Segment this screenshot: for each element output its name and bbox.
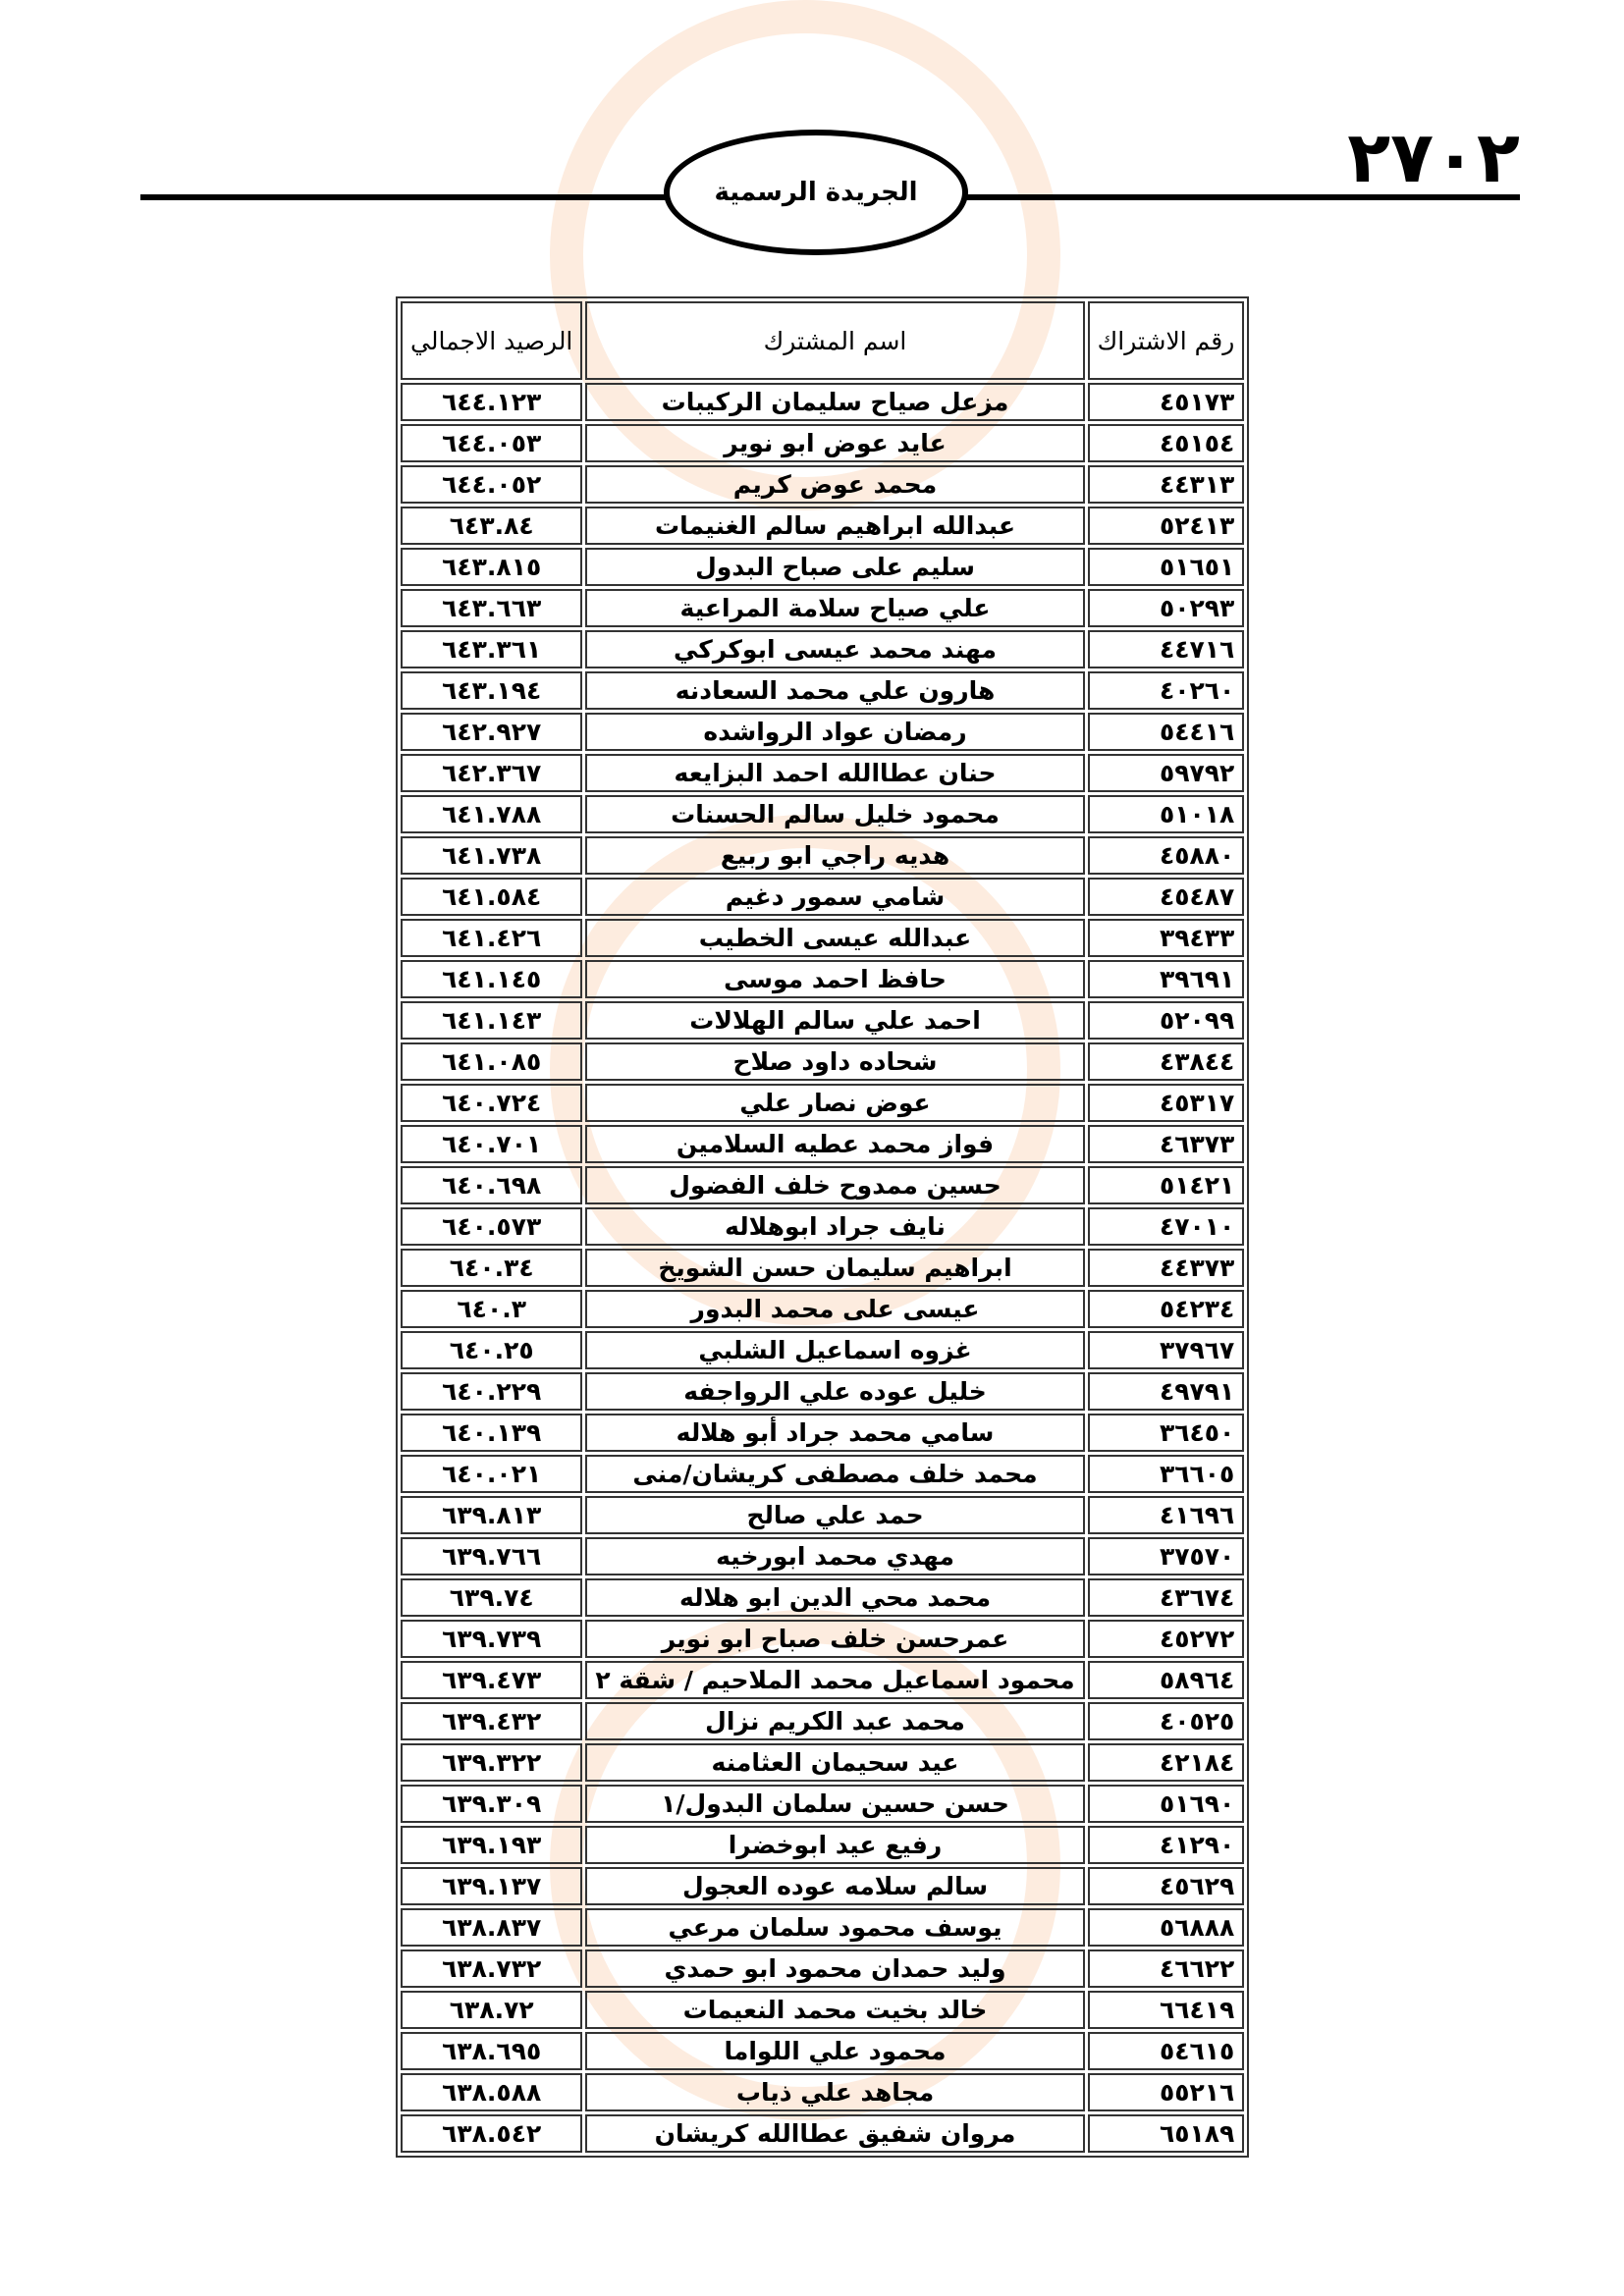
total-balance: ٦٤١.٤٢٦ — [401, 919, 582, 957]
table-row — [401, 1537, 1244, 1575]
table-row — [401, 2032, 1244, 2070]
table-row — [401, 1166, 1244, 1204]
total-balance: ٦٣٩.٨١٣ — [401, 1496, 582, 1534]
subscription-number: ٥١٠١٨ — [1088, 795, 1245, 833]
subscriber-name: فواز محمد عطيه السلامين — [585, 1125, 1084, 1163]
subscription-number: ٥٩٧٩٢ — [1088, 754, 1245, 792]
total-balance: ٦٤٠.٧٠١ — [401, 1125, 582, 1163]
subscription-number: ٥١٤٢١ — [1088, 1166, 1245, 1204]
total-balance: ٦٤٠.٣ — [401, 1290, 582, 1328]
subscription-number: ٤٠٥٢٥ — [1088, 1702, 1245, 1740]
table-row — [401, 1785, 1244, 1823]
subscriber-name: يوسف محمود سلمان مرعي — [585, 1908, 1084, 1947]
table-row — [401, 507, 1244, 545]
table-row — [401, 1826, 1244, 1864]
subscriber-name: رفيع عيد ابوخضرا — [585, 1826, 1084, 1864]
subscriber-name: ابراهيم سليمان حسن الشويخ — [585, 1249, 1084, 1287]
table-row — [401, 671, 1244, 710]
table-row — [401, 1991, 1244, 2029]
subscriber-name: حسين ممدوح خلف الفضول — [585, 1166, 1084, 1204]
table-row — [401, 1455, 1244, 1493]
total-balance: ٦٤٣.٣٦١ — [401, 630, 582, 668]
table-row — [401, 713, 1244, 751]
total-balance: ٦٤٣.٨١٥ — [401, 548, 582, 586]
total-balance: ٦٣٨.٨٣٧ — [401, 1908, 582, 1947]
subscription-number: ٤٥٨٨٠ — [1088, 836, 1245, 875]
subscription-number: ٥٠٢٩٣ — [1088, 589, 1245, 627]
subscription-number: ٤٩٧٩١ — [1088, 1372, 1245, 1411]
table-row — [401, 1207, 1244, 1246]
table-row — [401, 1125, 1244, 1163]
subscriber-name: نايف جراد ابوهلاله — [585, 1207, 1084, 1246]
subscriber-name: مهند محمد عيسى ابوكركي — [585, 630, 1084, 668]
total-balance: ٦٣٨.٦٩٥ — [401, 2032, 582, 2070]
subscription-number: ٤٥٣١٧ — [1088, 1084, 1245, 1122]
subscription-number: ٤٥٢٧٢ — [1088, 1620, 1245, 1658]
table-row — [401, 2073, 1244, 2111]
table-row — [401, 1001, 1244, 1040]
subscriber-name: عيسى على محمد البدور — [585, 1290, 1084, 1328]
subscription-number: ٣٩٦٩١ — [1088, 960, 1245, 998]
subscriber-name: سليم على صباح البدول — [585, 548, 1084, 586]
subscriber-name: حافظ احمد موسى — [585, 960, 1084, 998]
subscription-number: ٣٩٤٣٣ — [1088, 919, 1245, 957]
subscription-number: ٥١٦٥١ — [1088, 548, 1245, 586]
total-balance: ٦٤٤.٠٥٣ — [401, 424, 582, 462]
gazette-title: الجريدة الرسمية — [714, 178, 918, 207]
table-header-row — [401, 301, 1244, 380]
total-balance: ٦٣٩.٤٧٣ — [401, 1661, 582, 1699]
column-header-balance: الرصيد الاجمالي — [401, 301, 582, 380]
total-balance: ٦٤٠.٦٩٨ — [401, 1166, 582, 1204]
table-row — [401, 1949, 1244, 1988]
subscriber-name: محمود خليل سالم الحسنات — [585, 795, 1084, 833]
table-row — [401, 1578, 1244, 1617]
total-balance: ٦٣٩.٣٠٩ — [401, 1785, 582, 1823]
total-balance: ٦٤٣.٦٦٣ — [401, 589, 582, 627]
subscriber-name: محمد عبد الكريم نزال — [585, 1702, 1084, 1740]
total-balance: ٦٣٩.٧٣٩ — [401, 1620, 582, 1658]
subscription-number: ٥٢٠٩٩ — [1088, 1001, 1245, 1040]
subscriber-name: عبدالله ابراهيم سالم الغنيمات — [585, 507, 1084, 545]
table-row — [401, 1372, 1244, 1411]
column-header-number: رقم الاشتراك — [1088, 301, 1245, 380]
table-row — [401, 919, 1244, 957]
subscription-number: ٤٣٦٧٤ — [1088, 1578, 1245, 1617]
subscription-number: ٤٥١٥٤ — [1088, 424, 1245, 462]
subscriber-name: غزوه اسماعيل الشلبي — [585, 1331, 1084, 1369]
total-balance: ٦٤٣.١٩٤ — [401, 671, 582, 710]
subscriber-name: هديه راجي ابو ربيع — [585, 836, 1084, 875]
subscription-number: ٤١٢٩٠ — [1088, 1826, 1245, 1864]
total-balance: ٦٤٤.١٢٣ — [401, 383, 582, 421]
subscription-number: ٥١٦٩٠ — [1088, 1785, 1245, 1823]
column-header-name: اسم المشترك — [585, 301, 1084, 380]
subscriber-name: عوض نصار علي — [585, 1084, 1084, 1122]
subscription-number: ٤٠٢٦٠ — [1088, 671, 1245, 710]
total-balance: ٦٤٢.٣٦٧ — [401, 754, 582, 792]
subscriber-name: خليل عوده علي الرواجفه — [585, 1372, 1084, 1411]
table-row — [401, 1867, 1244, 1905]
table-row — [401, 960, 1244, 998]
table-row — [401, 754, 1244, 792]
table-row — [401, 548, 1244, 586]
total-balance: ٦٤١.١٤٣ — [401, 1001, 582, 1040]
total-balance: ٦٣٨.٥٨٨ — [401, 2073, 582, 2111]
subscription-number: ٣٧٥٧٠ — [1088, 1537, 1245, 1575]
subscriber-name: عبدالله عيسى الخطيب — [585, 919, 1084, 957]
total-balance: ٦٤١.٧٨٨ — [401, 795, 582, 833]
subscriber-name: وليد حمدان محمود ابو حمدي — [585, 1949, 1084, 1988]
subscriber-name: محمد خلف مصطفى كريشان/منى — [585, 1455, 1084, 1493]
subscriber-name: عيد سحيمان العثامنه — [585, 1743, 1084, 1782]
table-row — [401, 1331, 1244, 1369]
table-row — [401, 1290, 1244, 1328]
table-row — [401, 1496, 1244, 1534]
subscription-number: ٤٤٣٧٣ — [1088, 1249, 1245, 1287]
total-balance: ٦٤١.١٤٥ — [401, 960, 582, 998]
subscription-number: ٣٦٤٥٠ — [1088, 1414, 1245, 1452]
total-balance: ٦٣٩.٤٣٢ — [401, 1702, 582, 1740]
subscription-number: ٤٤٧١٦ — [1088, 630, 1245, 668]
subscriber-name: مجاهد علي ذياب — [585, 2073, 1084, 2111]
subscription-number: ٦٥١٨٩ — [1088, 2114, 1245, 2153]
subscription-number: ٤١٦٩٦ — [1088, 1496, 1245, 1534]
subscriber-name: حسن حسين سلمان البدول/١ — [585, 1785, 1084, 1823]
subscriber-name: مزعل صياح سليمان الركيبات — [585, 383, 1084, 421]
subscription-number: ٣٧٩٦٧ — [1088, 1331, 1245, 1369]
table-row — [401, 878, 1244, 916]
total-balance: ٦٤٠.٢٢٩ — [401, 1372, 582, 1411]
subscription-number: ٤٥٦٢٩ — [1088, 1867, 1245, 1905]
subscription-number: ٥٨٩٦٤ — [1088, 1661, 1245, 1699]
total-balance: ٦٤٠.٧٢٤ — [401, 1084, 582, 1122]
table-row — [401, 1620, 1244, 1658]
table-row — [401, 1414, 1244, 1452]
total-balance: ٦٤١.٧٣٨ — [401, 836, 582, 875]
table-row — [401, 1042, 1244, 1081]
total-balance: ٦٤٢.٩٢٧ — [401, 713, 582, 751]
table-row — [401, 1743, 1244, 1782]
total-balance: ٦٤٣.٨٤ — [401, 507, 582, 545]
total-balance: ٦٤٠.٠٢١ — [401, 1455, 582, 1493]
subscriber-name: خالد بخيت محمد النعيمات — [585, 1991, 1084, 2029]
table-row — [401, 383, 1244, 421]
subscription-number: ٤٥١٧٣ — [1088, 383, 1245, 421]
subscriber-name: سالم سلامه عوده العجول — [585, 1867, 1084, 1905]
subscription-number: ٤٢١٨٤ — [1088, 1743, 1245, 1782]
subscriber-name: محمد محي الدين ابو هلاله — [585, 1578, 1084, 1617]
subscription-number: ٥٢٤١٣ — [1088, 507, 1245, 545]
subscription-number: ٤٦٦٢٢ — [1088, 1949, 1245, 1988]
subscription-number: ٤٣٨٤٤ — [1088, 1042, 1245, 1081]
subscription-number: ٥٤٢٣٤ — [1088, 1290, 1245, 1328]
total-balance: ٦٤٠.٥٧٣ — [401, 1207, 582, 1246]
subscriber-name: سامي محمد جراد أبو هلاله — [585, 1414, 1084, 1452]
subscriber-name: احمد علي سالم الهلالات — [585, 1001, 1084, 1040]
subscription-number: ٦٦٤١٩ — [1088, 1991, 1245, 2029]
subscriber-name: محمود اسماعيل محمد الملاحيم / شقة ٢ — [585, 1661, 1084, 1699]
subscriber-name: عايد عوض ابو نوير — [585, 424, 1084, 462]
subscriber-name: علي صياح سلامة المراعية — [585, 589, 1084, 627]
subscription-number: ٥٤٦١٥ — [1088, 2032, 1245, 2070]
table-row — [401, 424, 1244, 462]
subscriber-name: شامي سمور دغيم — [585, 878, 1084, 916]
total-balance: ٦٤٠.١٣٩ — [401, 1414, 582, 1452]
total-balance: ٦٤١.٠٨٥ — [401, 1042, 582, 1081]
table-row — [401, 1661, 1244, 1699]
total-balance: ٦٣٨.٧٣٢ — [401, 1949, 582, 1988]
page-number: ٢٧٠٢ — [1347, 116, 1520, 198]
subscription-number: ٥٤٤١٦ — [1088, 713, 1245, 751]
table-row — [401, 630, 1244, 668]
subscriber-name: رمضان عواد الرواشده — [585, 713, 1084, 751]
subscriber-name: محمود علي اللواما — [585, 2032, 1084, 2070]
subscriber-name: محمد عوض كريم — [585, 465, 1084, 504]
table-row — [401, 1702, 1244, 1740]
subscription-number: ٤٤٣١٣ — [1088, 465, 1245, 504]
total-balance: ٦٣٩.١٩٣ — [401, 1826, 582, 1864]
table-row — [401, 1249, 1244, 1287]
table-row — [401, 465, 1244, 504]
subscriber-name: مروان شفيق عطاالله كريشان — [585, 2114, 1084, 2153]
subscription-number: ٥٦٨٨٨ — [1088, 1908, 1245, 1947]
subscriber-name: هارون علي محمد السعادنه — [585, 671, 1084, 710]
subscriber-name: حمد علي صالح — [585, 1496, 1084, 1534]
total-balance: ٦٤٠.٢٥ — [401, 1331, 582, 1369]
table-row — [401, 795, 1244, 833]
subscriber-name: عمرحسن خلف صباح ابو نوير — [585, 1620, 1084, 1658]
total-balance: ٦٣٨.٥٤٢ — [401, 2114, 582, 2153]
table-row — [401, 836, 1244, 875]
subscription-number: ٤٦٣٧٣ — [1088, 1125, 1245, 1163]
total-balance: ٦٤١.٥٨٤ — [401, 878, 582, 916]
gazette-title-oval — [664, 130, 968, 255]
subscription-number: ٤٧٠١٠ — [1088, 1207, 1245, 1246]
table-row — [401, 2114, 1244, 2153]
table-row — [401, 1908, 1244, 1947]
total-balance: ٦٣٩.٣٢٢ — [401, 1743, 582, 1782]
subscriber-name: مهدي محمد ابورخيه — [585, 1537, 1084, 1575]
total-balance: ٦٤٠.٣٤ — [401, 1249, 582, 1287]
subscription-number: ٣٦٦٠٥ — [1088, 1455, 1245, 1493]
subscriber-name: شحاده داود صلاح — [585, 1042, 1084, 1081]
total-balance: ٦٣٩.١٣٧ — [401, 1867, 582, 1905]
table-row — [401, 589, 1244, 627]
total-balance: ٦٣٨.٧٢ — [401, 1991, 582, 2029]
subscription-number: ٤٥٤٨٧ — [1088, 878, 1245, 916]
total-balance: ٦٣٩.٧٤ — [401, 1578, 582, 1617]
total-balance: ٦٤٤.٠٥٢ — [401, 465, 582, 504]
subscriber-name: حنان عطاالله احمد البزايعه — [585, 754, 1084, 792]
total-balance: ٦٣٩.٧٦٦ — [401, 1537, 582, 1575]
table-row — [401, 1084, 1244, 1122]
subscribers-table — [396, 296, 1249, 2158]
subscription-number: ٥٥٢١٦ — [1088, 2073, 1245, 2111]
